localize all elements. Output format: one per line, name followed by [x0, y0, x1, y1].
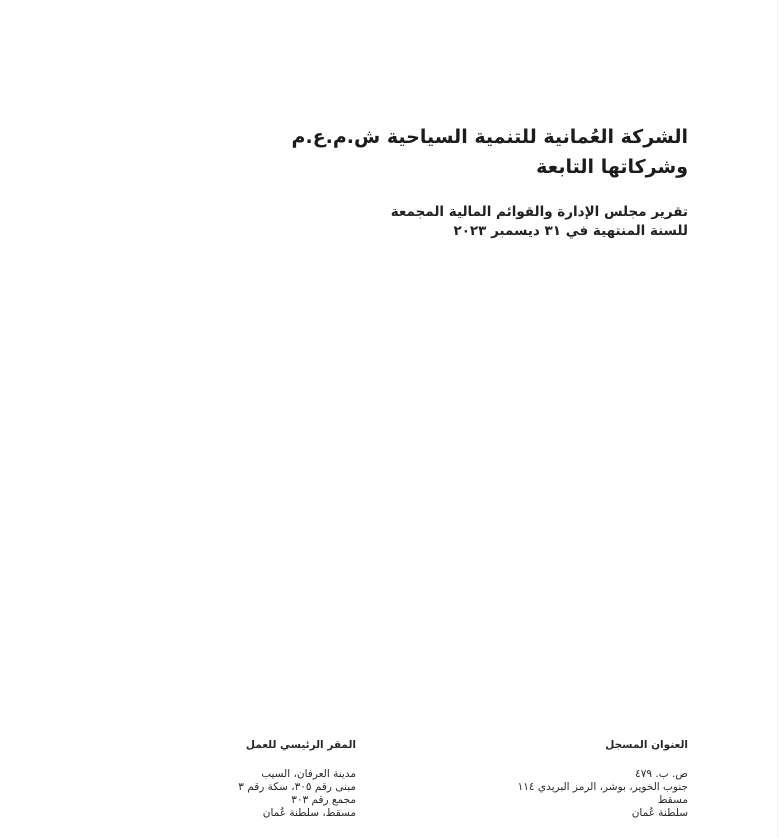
head-office-line: مبنى رقم ٣٠٥، سكة رقم ٣: [238, 781, 356, 793]
registered-address-heading: العنوان المسجل: [605, 739, 688, 751]
registered-address-line: مسقط: [657, 794, 688, 806]
report-subtitle-block: [168, 203, 688, 241]
registered-address-line: ص. ب. ٤٧٩: [635, 768, 688, 780]
report-period-line: للسنة المنتهية في ٣١ ديسمبر ٢٠٢٣: [453, 223, 688, 239]
report-title-line: تقرير مجلس الإدارة والقوائم المالية المجمعة: [390, 204, 688, 220]
head-office-heading: المقر الرئيسي للعمل: [245, 739, 356, 751]
company-title-block: [168, 122, 688, 182]
company-name-line-2: وشركاتها التابعة: [536, 156, 688, 178]
registered-address-line: جنوب الخوير، بوشر، الرمز البريدي ١١٤: [517, 781, 688, 793]
registered-address-block: [428, 738, 688, 820]
head-office-line: مدينة العرفان، السيب: [261, 768, 356, 780]
head-office-line: مسقط، سلطنة عُمان: [262, 807, 356, 819]
company-name-line-1: الشركة العُمانية للتنمية السياحية ش.م.ع.م: [291, 126, 688, 148]
registered-address-line: سلطنة عُمان: [631, 807, 688, 819]
scan-edge-mark: [777, 0, 778, 838]
head-office-line: مجمع رقم ٣٠٣: [291, 794, 356, 806]
head-office-block: [156, 738, 356, 820]
